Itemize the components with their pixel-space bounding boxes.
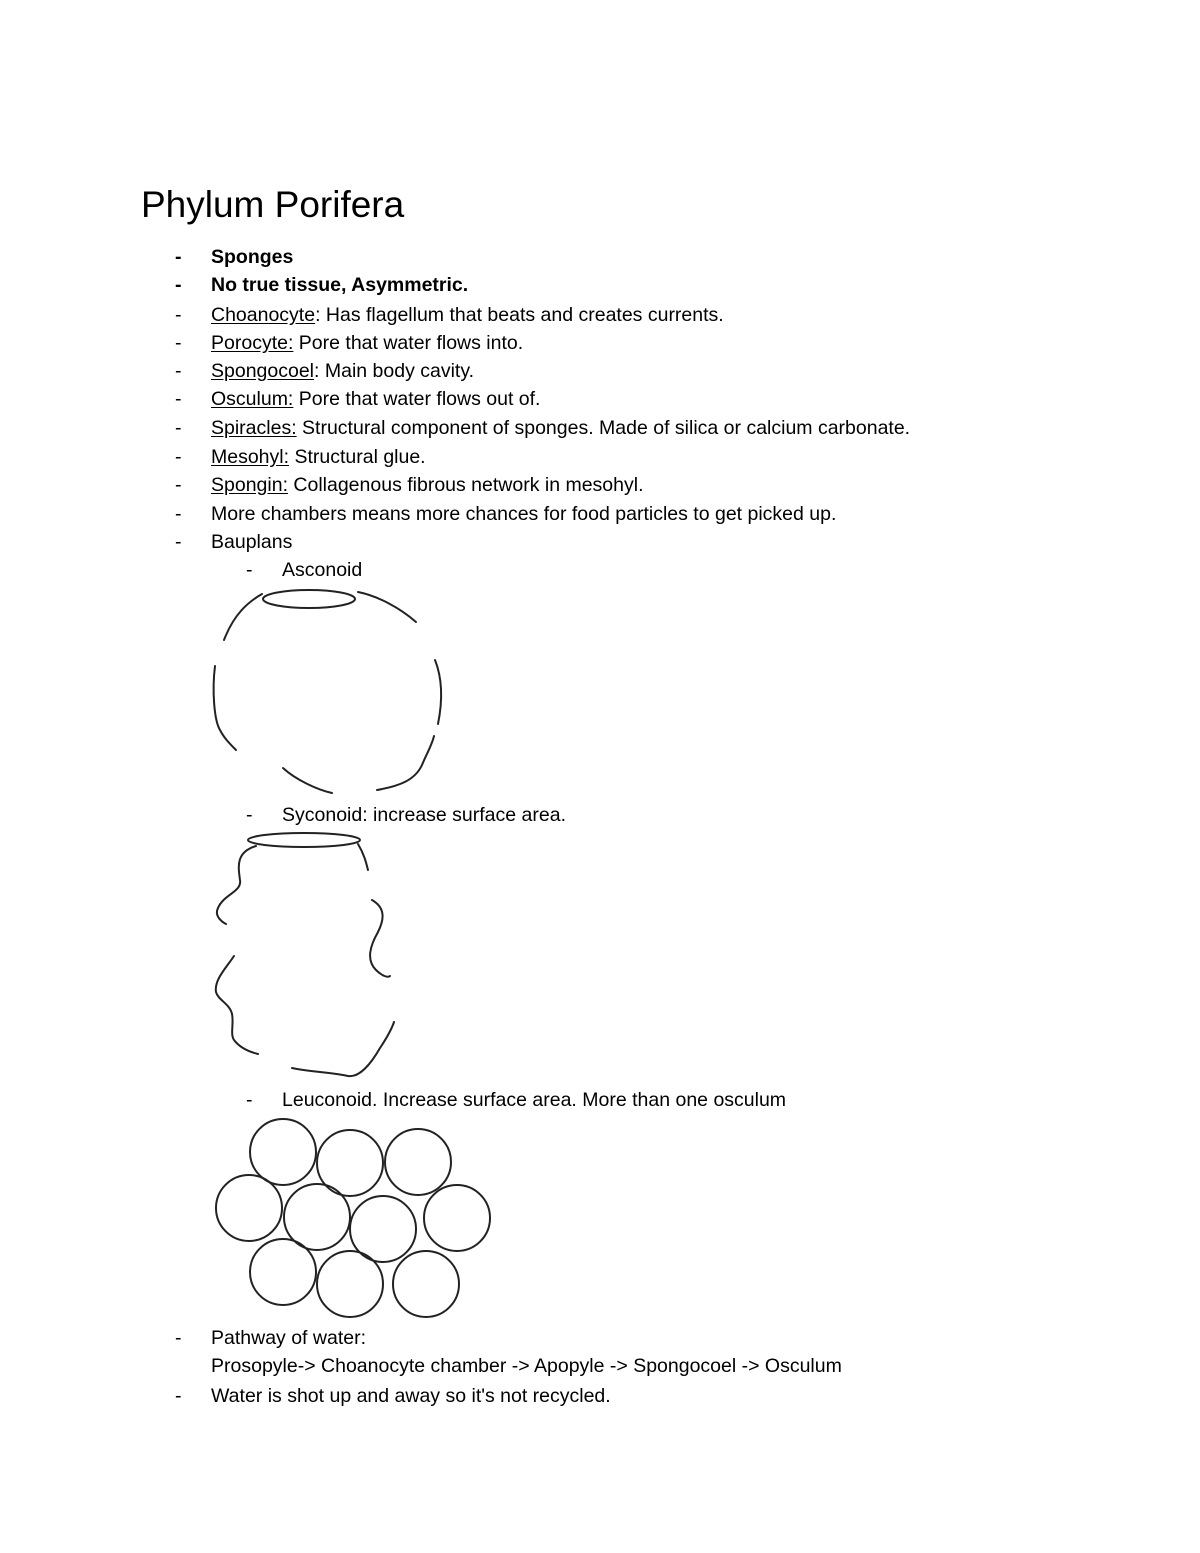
bullet-dash: - <box>175 274 182 296</box>
item-text: Pore that water flows into. <box>293 332 524 354</box>
bullet-dash: - <box>246 804 253 826</box>
asconoid-wall-bottom-left <box>283 768 332 793</box>
leuconoid-chamber <box>216 1175 282 1241</box>
item-text: Pore that water flows out of. <box>293 388 541 410</box>
item-content <box>211 331 523 355</box>
item-content <box>211 473 644 497</box>
syconoid-wall-left-upper <box>217 846 256 924</box>
item-content <box>211 387 540 411</box>
asconoid-wall-upper-left <box>224 594 262 640</box>
leuconoid-chamber <box>385 1129 451 1195</box>
page-title: Phylum Porifera <box>141 184 405 225</box>
item-text: : Main body cavity. <box>314 360 475 382</box>
leuconoid-chamber <box>424 1185 490 1251</box>
syconoid-wall-right-upper <box>358 844 368 870</box>
term-osculum: Osculum: <box>211 388 294 410</box>
item-text: Leuconoid. Increase surface area. More than one osculum <box>282 1089 787 1111</box>
item-text: More chambers means more chances for food particles to get picked up. <box>211 503 837 525</box>
bullet-dash: - <box>246 559 253 581</box>
asconoid-wall-bottom-right <box>377 736 434 790</box>
asconoid-wall-left <box>214 666 236 750</box>
pathway-flow: Prosopyle-> Choanocyte chamber -> Apopyle -> Spongocoel -> Osculum <box>211 1355 842 1377</box>
syconoid-osculum <box>248 833 360 847</box>
item-content <box>211 445 426 469</box>
bullet-dash: - <box>175 304 182 326</box>
syconoid-wall-left-mid <box>216 956 258 1054</box>
leuconoid-chamber <box>250 1119 316 1185</box>
item-content <box>211 303 724 327</box>
syconoid-wall-bottom <box>292 1022 394 1076</box>
term-choanocyte: Choanocyte <box>211 304 316 326</box>
asconoid-osculum <box>263 590 355 608</box>
bullet-dash: - <box>175 1385 182 1407</box>
bullet-dash: - <box>175 531 182 553</box>
item-text: Sponges <box>211 246 294 268</box>
term-porocyte: Porocyte: <box>211 332 294 354</box>
item-text: Structural glue. <box>289 446 426 468</box>
syconoid-wall-right-mid <box>370 900 390 977</box>
asconoid-wall-upper-right <box>358 592 416 622</box>
term-spongocoel: Spongocoel <box>211 360 315 382</box>
term-mesohyl: Mesohyl: <box>211 446 290 468</box>
item-text: Collagenous fibrous network in mesohyl. <box>287 474 644 496</box>
item-text: Bauplans <box>211 531 293 553</box>
bullet-dash: - <box>175 246 182 268</box>
bullet-dash: - <box>175 360 182 382</box>
asconoid-drawing <box>200 580 460 805</box>
item-text: : Has flagellum that beats and creates currents. <box>315 304 724 326</box>
bullet-dash: - <box>175 417 182 439</box>
item-text: Water is shot up and away so it's not recycled. <box>211 1385 611 1407</box>
leuconoid-chamber <box>393 1251 459 1317</box>
leuconoid-chamber <box>250 1239 316 1305</box>
bullet-dash: - <box>246 1089 253 1111</box>
item-text: Structural component of sponges. Made of silica or calcium carbonate. <box>296 417 911 439</box>
bullet-dash: - <box>175 474 182 496</box>
asconoid-wall-right <box>435 660 441 724</box>
item-content <box>211 416 910 440</box>
leuconoid-drawing <box>205 1110 505 1325</box>
bullet-dash: - <box>175 332 182 354</box>
item-text: Syconoid: increase surface area. <box>282 804 566 826</box>
pathway-label: Pathway of water: <box>211 1327 366 1349</box>
item-content <box>211 359 474 383</box>
item-text: No true tissue, Asymmetric. <box>211 274 469 296</box>
term-spiracles: Spiracles: <box>211 417 297 439</box>
bullet-dash: - <box>175 388 182 410</box>
item-text: Asconoid <box>282 559 363 581</box>
bullet-dash: - <box>175 1327 182 1349</box>
term-spongin: Spongin: <box>211 474 288 496</box>
leuconoid-chamber <box>317 1251 383 1317</box>
bullet-dash: - <box>175 446 182 468</box>
bullet-dash: - <box>175 503 182 525</box>
syconoid-drawing <box>200 828 420 1088</box>
